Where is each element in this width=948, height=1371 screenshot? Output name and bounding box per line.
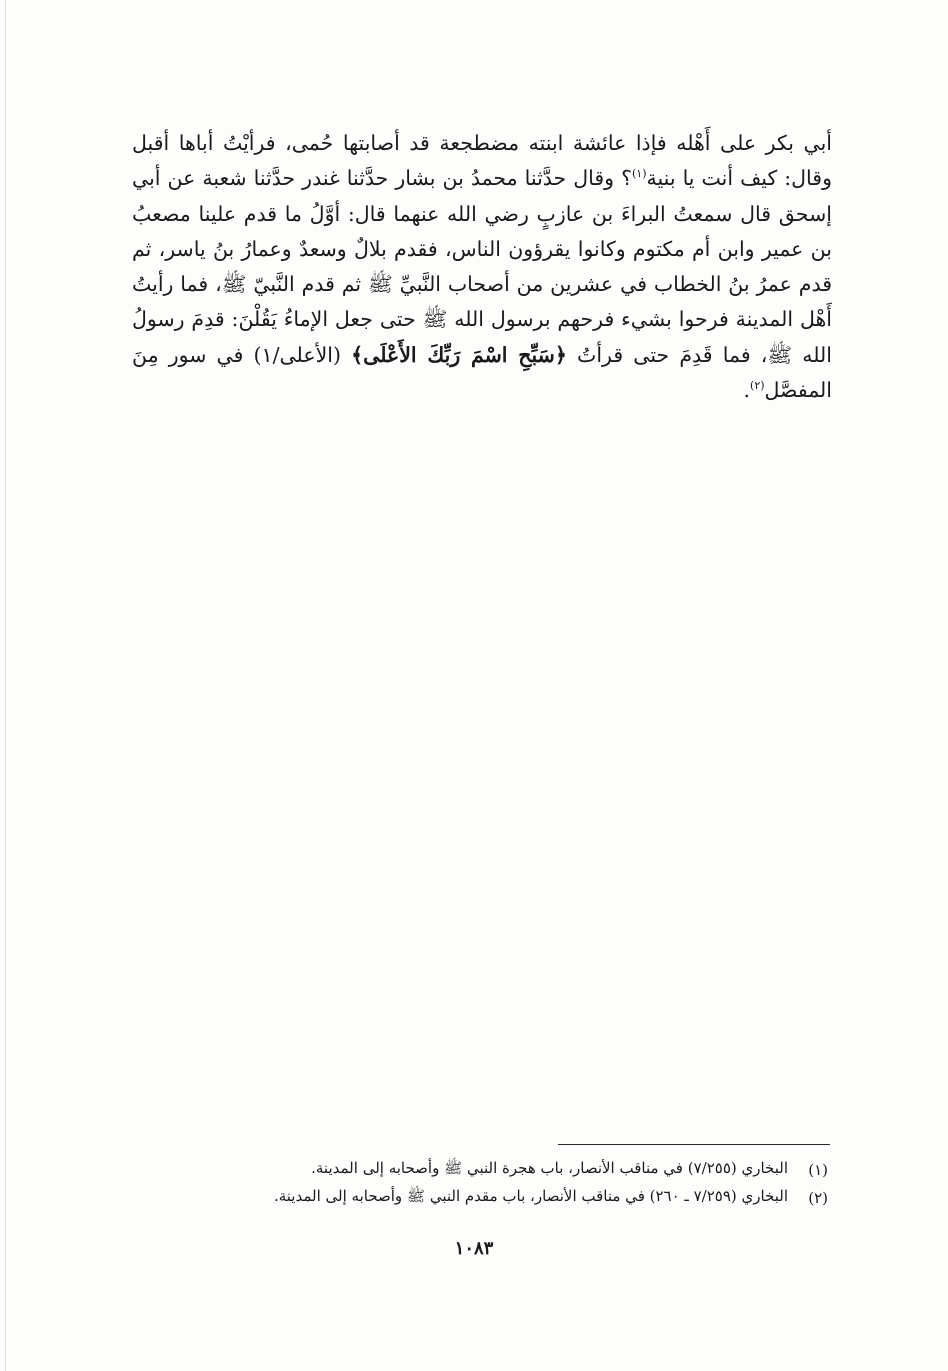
quran-verse: ﴿سَبِّحِ اسْمَ رَبِّكَ الأَعْلَى﴾ xyxy=(351,342,567,367)
footnote-ref: (٢) xyxy=(750,379,765,393)
page-edge-line xyxy=(5,0,6,1371)
footnote xyxy=(150,1156,828,1184)
footnote-number: (١) xyxy=(808,1161,828,1179)
main-text xyxy=(132,126,832,408)
footnote-separator xyxy=(558,1144,830,1145)
text-segment: ؟ وقال حدَّثنا محمدُ بن بشار حدَّثنا غندر حدَّثنا شعبة عن أبي إسحق قال سمعتُ البراءَ بن عازبٍ رضي الله عنهما قال: أوَّلُ ما قدم علينا مصعبُ بن عمير وابن أم مكتوم وكانوا يقرؤون الناس، فقدم بلالٌ وسعدٌ وعمارُ بنُ ياسر، ثم قدم عمرُ بنُ الخطاب في عشرين من أصحاب النَّبيِّ ﷺ ثم قدم النَّبيّ ﷺ، فما رأيتُ أَهْل المدينة فرحوا بشيء فرحهم برسول الله ﷺ حتى جعل الإماءُ يَقُلْنَ: قدِمَ رسولُ الله ﷺ، فما قَدِمَ حتى قرأتُ xyxy=(132,166,832,367)
footnote-number: (٢) xyxy=(808,1189,828,1207)
text-segment: . xyxy=(743,378,751,403)
footnote xyxy=(150,1184,828,1212)
text-segment: أبي بكر على أَهْله فإذا عائشة ابنته مضطجعة قد أصابتها حُمى، فرأيْتُ أباها أقبل وقال: كيف أنت يا بنية xyxy=(132,131,832,191)
text-segment: (الأعلى/١) في سور مِنَ المفصَّل xyxy=(132,342,832,403)
footnote-text: البخاري (٧/٢٥٩ ـ ٢٦٠) في مناقب الأنصار، باب مقدم النبي ﷺ وأصحابه إلى المدينة. xyxy=(273,1187,788,1205)
page-number: ١٠٨٣ xyxy=(454,1238,494,1259)
footnotes xyxy=(150,1156,828,1212)
footnote-ref: (١) xyxy=(631,167,647,181)
footnote-text: البخاري (٧/٢٥٥) في مناقب الأنصار، باب هجرة النبي ﷺ وأصحابه إلى المدينة. xyxy=(311,1159,788,1177)
